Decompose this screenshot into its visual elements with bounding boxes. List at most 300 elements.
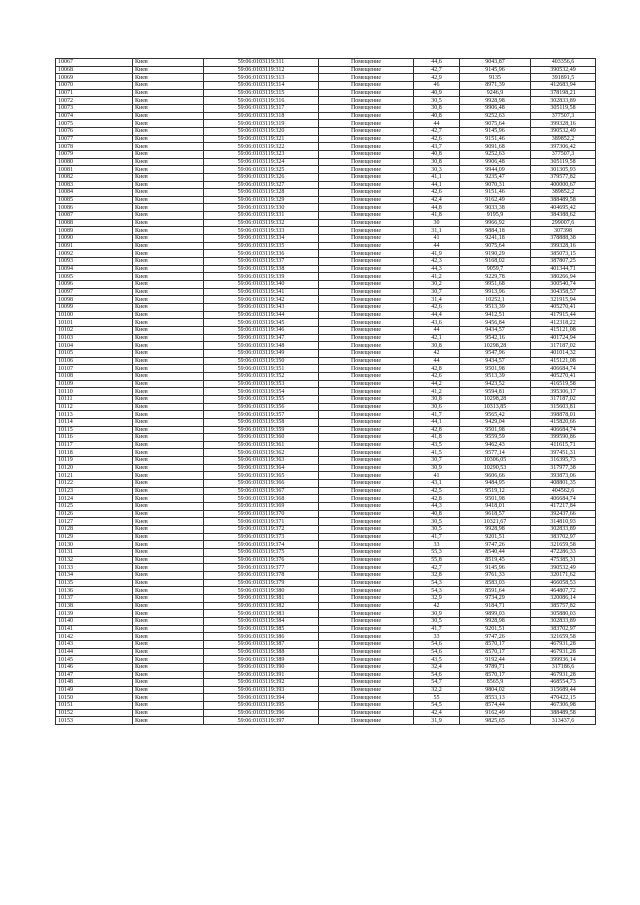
city-cell: Киев [133, 411, 204, 419]
area-cell: 31,9 [414, 717, 460, 725]
area-cell: 32,2 [414, 686, 460, 694]
row-number: 10107 [56, 365, 133, 373]
city-cell: Киев [133, 388, 204, 396]
area-cell: 43,5 [414, 441, 460, 449]
table-row [56, 189, 596, 197]
price-per-unit-cell: 9928,98 [460, 617, 531, 625]
cadastral-number-cell: 59:06:0103119:334 [204, 235, 319, 243]
table-row [56, 533, 596, 541]
area-cell: 44,1 [414, 418, 460, 426]
object-type-cell: Помещение [319, 495, 414, 503]
price-per-unit-cell: 9565,42 [460, 411, 531, 419]
row-number: 10081 [56, 166, 133, 174]
row-number: 10117 [56, 441, 133, 449]
price-per-unit-cell: 9519,12 [460, 487, 531, 495]
object-type-cell: Помещение [319, 656, 414, 664]
area-cell: 30,8 [414, 395, 460, 403]
area-cell: 42,8 [414, 426, 460, 434]
total-value-cell: 305119,58 [531, 158, 596, 166]
row-number: 10119 [56, 457, 133, 465]
total-value-cell: 315689,44 [531, 686, 596, 694]
row-number: 10072 [56, 97, 133, 105]
price-per-unit-cell: 10252,1 [460, 296, 531, 304]
object-type-cell: Помещение [319, 326, 414, 334]
object-type-cell: Помещение [319, 349, 414, 357]
row-number: 10080 [56, 158, 133, 166]
row-number: 10135 [56, 579, 133, 587]
table-row [56, 342, 596, 350]
total-value-cell: 377507,3 [531, 112, 596, 120]
city-cell: Киев [133, 334, 204, 342]
object-type-cell: Помещение [319, 258, 414, 266]
row-number: 10134 [56, 571, 133, 579]
area-cell: 30,2 [414, 281, 460, 289]
row-number: 10147 [56, 671, 133, 679]
table-row [56, 617, 596, 625]
price-per-unit-cell: 9151,46 [460, 135, 531, 143]
city-cell: Киев [133, 120, 204, 128]
cadastral-number-cell: 59:06:0103119:396 [204, 709, 319, 717]
table-row [56, 89, 596, 97]
area-cell: 41,7 [414, 411, 460, 419]
table-row [56, 418, 596, 426]
price-per-unit-cell: 10313,85 [460, 403, 531, 411]
total-value-cell: 399936,14 [531, 656, 596, 664]
price-per-unit-cell: 10298,28 [460, 395, 531, 403]
area-cell: 30,3 [414, 166, 460, 174]
total-value-cell: 317187,02 [531, 342, 596, 350]
price-per-unit-cell: 10298,28 [460, 342, 531, 350]
table-row [56, 579, 596, 587]
total-value-cell: 378888,38 [531, 235, 596, 243]
cadastral-number-cell: 59:06:0103119:336 [204, 250, 319, 258]
price-per-unit-cell: 9606,66 [460, 472, 531, 480]
price-per-unit-cell: 8574,44 [460, 702, 531, 710]
area-cell: 42,7 [414, 564, 460, 572]
price-per-unit-cell: 9944,09 [460, 166, 531, 174]
table-row [56, 258, 596, 266]
total-value-cell: 397306,42 [531, 143, 596, 151]
area-cell: 54,5 [414, 702, 460, 710]
object-type-cell: Помещение [319, 503, 414, 511]
total-value-cell: 304358,57 [531, 288, 596, 296]
cadastral-number-cell: 59:06:0103119:385 [204, 625, 319, 633]
price-per-unit-cell: 10306,05 [460, 457, 531, 465]
total-value-cell: 302833,89 [531, 97, 596, 105]
object-type-cell: Помещение [319, 74, 414, 82]
total-value-cell: 321659,58 [531, 541, 596, 549]
area-cell: 42,9 [414, 74, 460, 82]
city-cell: Киев [133, 556, 204, 564]
total-value-cell: 405270,41 [531, 304, 596, 312]
row-number: 10148 [56, 679, 133, 687]
price-per-unit-cell: 9075,64 [460, 242, 531, 250]
object-type-cell: Помещение [319, 533, 414, 541]
total-value-cell: 467931,28 [531, 648, 596, 656]
cadastral-number-cell: 59:06:0103119:314 [204, 81, 319, 89]
cadastral-number-cell: 59:06:0103119:367 [204, 487, 319, 495]
table-row [56, 212, 596, 220]
row-number: 10096 [56, 281, 133, 289]
table-row [56, 717, 596, 725]
total-value-cell: 403356,6 [531, 59, 596, 67]
object-type-cell: Помещение [319, 457, 414, 465]
table-row [56, 403, 596, 411]
area-cell: 30,5 [414, 617, 460, 625]
price-per-unit-cell: 9734,29 [460, 594, 531, 602]
area-cell: 41,8 [414, 212, 460, 220]
area-cell: 30,6 [414, 403, 460, 411]
total-value-cell: 467931,28 [531, 671, 596, 679]
table-row [56, 388, 596, 396]
row-number: 10142 [56, 633, 133, 641]
cadastral-number-cell: 59:06:0103119:395 [204, 702, 319, 710]
city-cell: Киев [133, 533, 204, 541]
cadastral-number-cell: 59:06:0103119:388 [204, 648, 319, 656]
total-value-cell: 415820,66 [531, 418, 596, 426]
total-value-cell: 401344,71 [531, 265, 596, 273]
object-type-cell: Помещение [319, 66, 414, 74]
table-row [56, 120, 596, 128]
price-per-unit-cell: 9577,14 [460, 449, 531, 457]
cadastral-number-cell: 59:06:0103119:353 [204, 380, 319, 388]
cadastral-number-cell: 59:06:0103119:323 [204, 150, 319, 158]
object-type-cell: Помещение [319, 411, 414, 419]
table-row [56, 426, 596, 434]
area-cell: 54,7 [414, 679, 460, 687]
object-type-cell: Помещение [319, 120, 414, 128]
total-value-cell: 415121,08 [531, 326, 596, 334]
object-type-cell: Помещение [319, 380, 414, 388]
price-per-unit-cell: 9190,29 [460, 250, 531, 258]
city-cell: Киев [133, 464, 204, 472]
city-cell: Киев [133, 671, 204, 679]
object-type-cell: Помещение [319, 235, 414, 243]
table-row [56, 564, 596, 572]
area-cell: 30,9 [414, 610, 460, 618]
cadastral-number-cell: 59:06:0103119:376 [204, 556, 319, 564]
total-value-cell: 321659,58 [531, 633, 596, 641]
city-cell: Киев [133, 449, 204, 457]
object-type-cell: Помещение [319, 602, 414, 610]
object-type-cell: Помещение [319, 709, 414, 717]
cadastral-number-cell: 59:06:0103119:348 [204, 342, 319, 350]
object-type-cell: Помещение [319, 403, 414, 411]
total-value-cell: 395306,17 [531, 388, 596, 396]
price-per-unit-cell: 9145,96 [460, 127, 531, 135]
area-cell: 42,6 [414, 304, 460, 312]
object-type-cell: Помещение [319, 81, 414, 89]
area-cell: 43,5 [414, 656, 460, 664]
price-per-unit-cell: 9501,98 [460, 495, 531, 503]
price-per-unit-cell: 9747,26 [460, 541, 531, 549]
row-number: 10102 [56, 326, 133, 334]
cadastral-number-cell: 59:06:0103119:357 [204, 411, 319, 419]
price-per-unit-cell: 9928,98 [460, 526, 531, 534]
row-number: 10127 [56, 518, 133, 526]
object-type-cell: Помещение [319, 265, 414, 273]
price-per-unit-cell: 8570,17 [460, 648, 531, 656]
row-number: 10092 [56, 250, 133, 258]
city-cell: Киев [133, 273, 204, 281]
price-per-unit-cell: 9913,96 [460, 288, 531, 296]
row-number: 10093 [56, 258, 133, 266]
object-type-cell: Помещение [319, 617, 414, 625]
table-row [56, 227, 596, 235]
row-number: 10078 [56, 143, 133, 151]
total-value-cell: 417915,44 [531, 311, 596, 319]
table-row [56, 663, 596, 671]
city-cell: Киев [133, 503, 204, 511]
price-per-unit-cell: 8570,17 [460, 671, 531, 679]
cadastral-number-cell: 59:06:0103119:319 [204, 120, 319, 128]
object-type-cell: Помещение [319, 686, 414, 694]
area-cell: 42,3 [414, 258, 460, 266]
object-type-cell: Помещение [319, 556, 414, 564]
city-cell: Киев [133, 326, 204, 334]
cadastral-number-cell: 59:06:0103119:355 [204, 395, 319, 403]
row-number: 10103 [56, 334, 133, 342]
object-type-cell: Помещение [319, 135, 414, 143]
area-cell: 44 [414, 357, 460, 365]
cadastral-number-cell: 59:06:0103119:380 [204, 587, 319, 595]
object-type-cell: Помещение [319, 219, 414, 227]
city-cell: Киев [133, 127, 204, 135]
total-value-cell: 470422,15 [531, 694, 596, 702]
object-type-cell: Помещение [319, 564, 414, 572]
cadastral-number-cell: 59:06:0103119:358 [204, 418, 319, 426]
row-number: 10104 [56, 342, 133, 350]
row-number: 10146 [56, 663, 133, 671]
row-number: 10086 [56, 204, 133, 212]
city-cell: Киев [133, 158, 204, 166]
row-number: 10109 [56, 380, 133, 388]
table-row [56, 265, 596, 273]
cadastral-number-cell: 59:06:0103119:315 [204, 89, 319, 97]
city-cell: Киев [133, 403, 204, 411]
table-row [56, 304, 596, 312]
price-per-unit-cell: 9192,44 [460, 656, 531, 664]
table-row [56, 549, 596, 557]
row-number: 10105 [56, 349, 133, 357]
cadastral-number-cell: 59:06:0103119:328 [204, 189, 319, 197]
area-cell: 54,6 [414, 648, 460, 656]
total-value-cell: 379577,82 [531, 173, 596, 181]
object-type-cell: Помещение [319, 518, 414, 526]
total-value-cell: 389852,2 [531, 135, 596, 143]
price-per-unit-cell: 9201,51 [460, 533, 531, 541]
table-row [56, 166, 596, 174]
cadastral-number-cell: 59:06:0103119:322 [204, 143, 319, 151]
object-type-cell: Помещение [319, 189, 414, 197]
cadastral-number-cell: 59:06:0103119:343 [204, 304, 319, 312]
table-row [56, 633, 596, 641]
row-number: 10114 [56, 418, 133, 426]
cadastral-number-cell: 59:06:0103119:392 [204, 679, 319, 687]
area-cell: 42 [414, 349, 460, 357]
row-number: 10068 [56, 66, 133, 74]
area-cell: 30,5 [414, 97, 460, 105]
price-per-unit-cell: 9241,18 [460, 235, 531, 243]
price-per-unit-cell: 9252,63 [460, 150, 531, 158]
total-value-cell: 385757,82 [531, 602, 596, 610]
total-value-cell: 315603,81 [531, 403, 596, 411]
cadastral-number-cell: 59:06:0103119:311 [204, 59, 319, 67]
total-value-cell: 468554,73 [531, 679, 596, 687]
object-type-cell: Помещение [319, 173, 414, 181]
area-cell: 41,7 [414, 533, 460, 541]
row-number: 10123 [56, 487, 133, 495]
row-number: 10099 [56, 304, 133, 312]
table-row [56, 273, 596, 281]
total-value-cell: 320171,62 [531, 571, 596, 579]
cadastral-number-cell: 59:06:0103119:369 [204, 503, 319, 511]
cadastral-number-cell: 59:06:0103119:381 [204, 594, 319, 602]
table-row [56, 671, 596, 679]
total-value-cell: 405270,41 [531, 372, 596, 380]
city-cell: Киев [133, 196, 204, 204]
table-row [56, 334, 596, 342]
object-type-cell: Помещение [319, 288, 414, 296]
area-cell: 42,1 [414, 334, 460, 342]
cadastral-number-cell: 59:06:0103119:378 [204, 571, 319, 579]
city-cell: Киев [133, 112, 204, 120]
area-cell: 42,8 [414, 495, 460, 503]
table-row [56, 365, 596, 373]
table-row [56, 181, 596, 189]
city-cell: Киев [133, 594, 204, 602]
price-per-unit-cell: 9825,65 [460, 717, 531, 725]
cadastral-number-cell: 59:06:0103119:317 [204, 104, 319, 112]
city-cell: Киев [133, 518, 204, 526]
cadastral-number-cell: 59:06:0103119:390 [204, 663, 319, 671]
object-type-cell: Помещение [319, 304, 414, 312]
row-number: 10070 [56, 81, 133, 89]
cadastral-number-cell: 59:06:0103119:352 [204, 372, 319, 380]
total-value-cell: 467931,28 [531, 640, 596, 648]
area-cell: 30,5 [414, 526, 460, 534]
row-number: 10095 [56, 273, 133, 281]
cadastral-number-cell: 59:06:0103119:361 [204, 441, 319, 449]
total-value-cell: 401724,94 [531, 334, 596, 342]
row-number: 10085 [56, 196, 133, 204]
area-cell: 30 [414, 219, 460, 227]
object-type-cell: Помещение [319, 648, 414, 656]
row-number: 10145 [56, 656, 133, 664]
city-cell: Киев [133, 564, 204, 572]
area-cell: 42,5 [414, 487, 460, 495]
city-cell: Киев [133, 227, 204, 235]
city-cell: Киев [133, 694, 204, 702]
cadastral-number-cell: 59:06:0103119:394 [204, 694, 319, 702]
total-value-cell: 321915,94 [531, 296, 596, 304]
object-type-cell: Помещение [319, 426, 414, 434]
row-number: 10143 [56, 640, 133, 648]
cadastral-number-cell: 59:06:0103119:373 [204, 533, 319, 541]
table-row [56, 441, 596, 449]
cadastral-number-cell: 59:06:0103119:349 [204, 349, 319, 357]
price-per-unit-cell: 8519,45 [460, 556, 531, 564]
city-cell: Киев [133, 526, 204, 534]
table-row [56, 648, 596, 656]
table-row [56, 66, 596, 74]
table-row [56, 281, 596, 289]
table-row [56, 173, 596, 181]
price-per-unit-cell: 9951,68 [460, 281, 531, 289]
city-cell: Киев [133, 342, 204, 350]
city-cell: Киев [133, 258, 204, 266]
cadastral-number-cell: 59:06:0103119:397 [204, 717, 319, 725]
city-cell: Киев [133, 457, 204, 465]
price-per-unit-cell: 8570,17 [460, 640, 531, 648]
total-value-cell: 399590,86 [531, 434, 596, 442]
cadastral-number-cell: 59:06:0103119:312 [204, 66, 319, 74]
table-row [56, 571, 596, 579]
cadastral-number-cell: 59:06:0103119:332 [204, 219, 319, 227]
total-value-cell: 305119,58 [531, 104, 596, 112]
object-type-cell: Помещение [319, 579, 414, 587]
price-per-unit-cell: 9484,95 [460, 480, 531, 488]
cadastral-number-cell: 59:06:0103119:341 [204, 288, 319, 296]
object-type-cell: Помещение [319, 510, 414, 518]
object-type-cell: Помещение [319, 273, 414, 281]
row-number: 10138 [56, 602, 133, 610]
price-per-unit-cell: 9542,16 [460, 334, 531, 342]
price-per-unit-cell: 10290,53 [460, 464, 531, 472]
area-cell: 44,6 [414, 59, 460, 67]
row-number: 10149 [56, 686, 133, 694]
object-type-cell: Помещение [319, 480, 414, 488]
city-cell: Киев [133, 686, 204, 694]
row-number: 10130 [56, 541, 133, 549]
table-row [56, 311, 596, 319]
object-type-cell: Помещение [319, 204, 414, 212]
total-value-cell: 390532,49 [531, 66, 596, 74]
price-per-unit-cell: 9884,18 [460, 227, 531, 235]
price-per-unit-cell: 9559,59 [460, 434, 531, 442]
table-row [56, 357, 596, 365]
table-row [56, 196, 596, 204]
total-value-cell: 406684,74 [531, 365, 596, 373]
row-number: 10116 [56, 434, 133, 442]
table-row [56, 235, 596, 243]
city-cell: Киев [133, 173, 204, 181]
area-cell: 42,6 [414, 189, 460, 197]
total-value-cell: 301305,93 [531, 166, 596, 174]
table-row [56, 510, 596, 518]
object-type-cell: Помещение [319, 166, 414, 174]
row-number: 10125 [56, 503, 133, 511]
city-cell: Киев [133, 311, 204, 319]
price-per-unit-cell: 8583,03 [460, 579, 531, 587]
object-type-cell: Помещение [319, 702, 414, 710]
total-value-cell: 411615,71 [531, 441, 596, 449]
price-per-unit-cell: 9162,49 [460, 709, 531, 717]
price-per-unit-cell: 9462,43 [460, 441, 531, 449]
city-cell: Киев [133, 104, 204, 112]
total-value-cell: 390532,49 [531, 127, 596, 135]
total-value-cell: 415121,08 [531, 357, 596, 365]
price-per-unit-cell: 9456,84 [460, 319, 531, 327]
city-cell: Киев [133, 579, 204, 587]
city-cell: Киев [133, 250, 204, 258]
city-cell: Киев [133, 426, 204, 434]
total-value-cell: 300540,74 [531, 281, 596, 289]
city-cell: Киев [133, 143, 204, 151]
area-cell: 43,7 [414, 143, 460, 151]
row-number: 10069 [56, 74, 133, 82]
price-per-unit-cell: 9513,39 [460, 304, 531, 312]
